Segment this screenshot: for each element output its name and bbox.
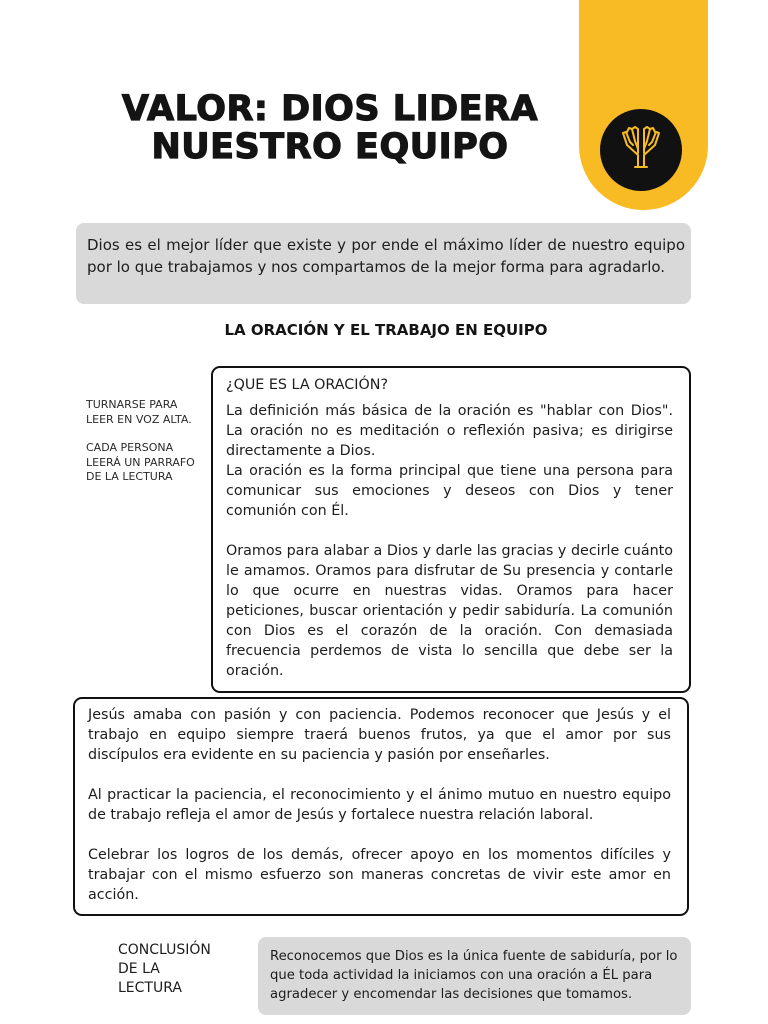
section-heading: LA ORACIÓN Y EL TRABAJO EN EQUIPO <box>224 321 548 339</box>
conclusion-label-line-3: LECTURA <box>118 980 182 996</box>
reading-instructions <box>86 398 201 499</box>
jesus-paragraph-1: Jesús amaba con pasión y con paciencia. Podemos reconocer que Jesús y el trabajo en equipo siempre traerá buenos frutos, ya que el amor por sus discípulos era evidente en su paciencia y pasión por enseñarles. <box>88 707 671 763</box>
conclusion-label-line-2: DE LA <box>118 961 160 977</box>
prayer-paragraph-3: Oramos para alabar a Dios y darle las gracias y decirle cuánto le amamos. Oramos para disfrutar de Su presencia y contarle lo que ocurre en nuestras vidas. Oramos para hacer peticiones, buscar orientación y pedir sabiduría. La comunión con Dios es el corazón de la oración. Con demasiada frecuencia perdemos de vista lo sencilla que debe ser la oración. <box>226 543 673 679</box>
conclusion-label-line-1: CONCLUSIÓN <box>118 942 211 958</box>
prayer-paragraph-2: La oración es la forma principal que tiene una persona para comunicar sus emociones y deseos con Dios y tener comunión con Él. <box>226 463 673 519</box>
prayer-definition-box <box>211 366 691 693</box>
jesus-paragraph-3: Celebrar los logros de los demás, ofrecer apoyo en los momentos difíciles y trabajar con el mismo esfuerzo son maneras concretas de vivir este amor en acción. <box>88 847 671 903</box>
instruction-take-turns: TURNARSE PARA LEER EN VOZ ALTA. <box>86 398 192 426</box>
intro-text: Dios es el mejor líder que existe y por ende el máximo líder de nuestro equipo por lo que trabajamos y nos compartamos de la mejor forma para agradarlo. <box>87 236 685 276</box>
title-line-2: NUESTRO EQUIPO <box>151 127 509 167</box>
jesus-teamwork-box <box>73 697 689 916</box>
prayer-question: ¿QUE ES LA ORACIÓN? <box>226 377 389 393</box>
page-title <box>40 90 620 166</box>
prayer-paragraph-1: La definición más básica de la oración es "hablar con Dios". La oración no es meditación o reflexión pasiva; es dirigirse directamente a Dios. <box>226 403 673 459</box>
instruction-each-person: CADA PERSONA LEERÁ UN PARRAFO DE LA LECTURA <box>86 441 195 483</box>
conclusion-label <box>118 941 238 998</box>
conclusion-text: Reconocemos que Dios es la única fuente de sabiduría, por lo que toda actividad la iniciamos con una oración a ÉL para agradecer y encomendar las decisiones que tomamos. <box>270 949 678 1002</box>
jesus-paragraph-2: Al practicar la paciencia, el reconocimiento y el ánimo mutuo en nuestro equipo de trabajo refleja el amor de Jesús y fortalece nuestra relación laboral. <box>88 787 671 823</box>
conclusion-callout <box>258 937 691 1015</box>
intro-callout <box>76 223 691 304</box>
title-line-1: VALOR: DIOS LIDERA <box>121 89 539 129</box>
praying-hands-icon <box>614 123 668 177</box>
